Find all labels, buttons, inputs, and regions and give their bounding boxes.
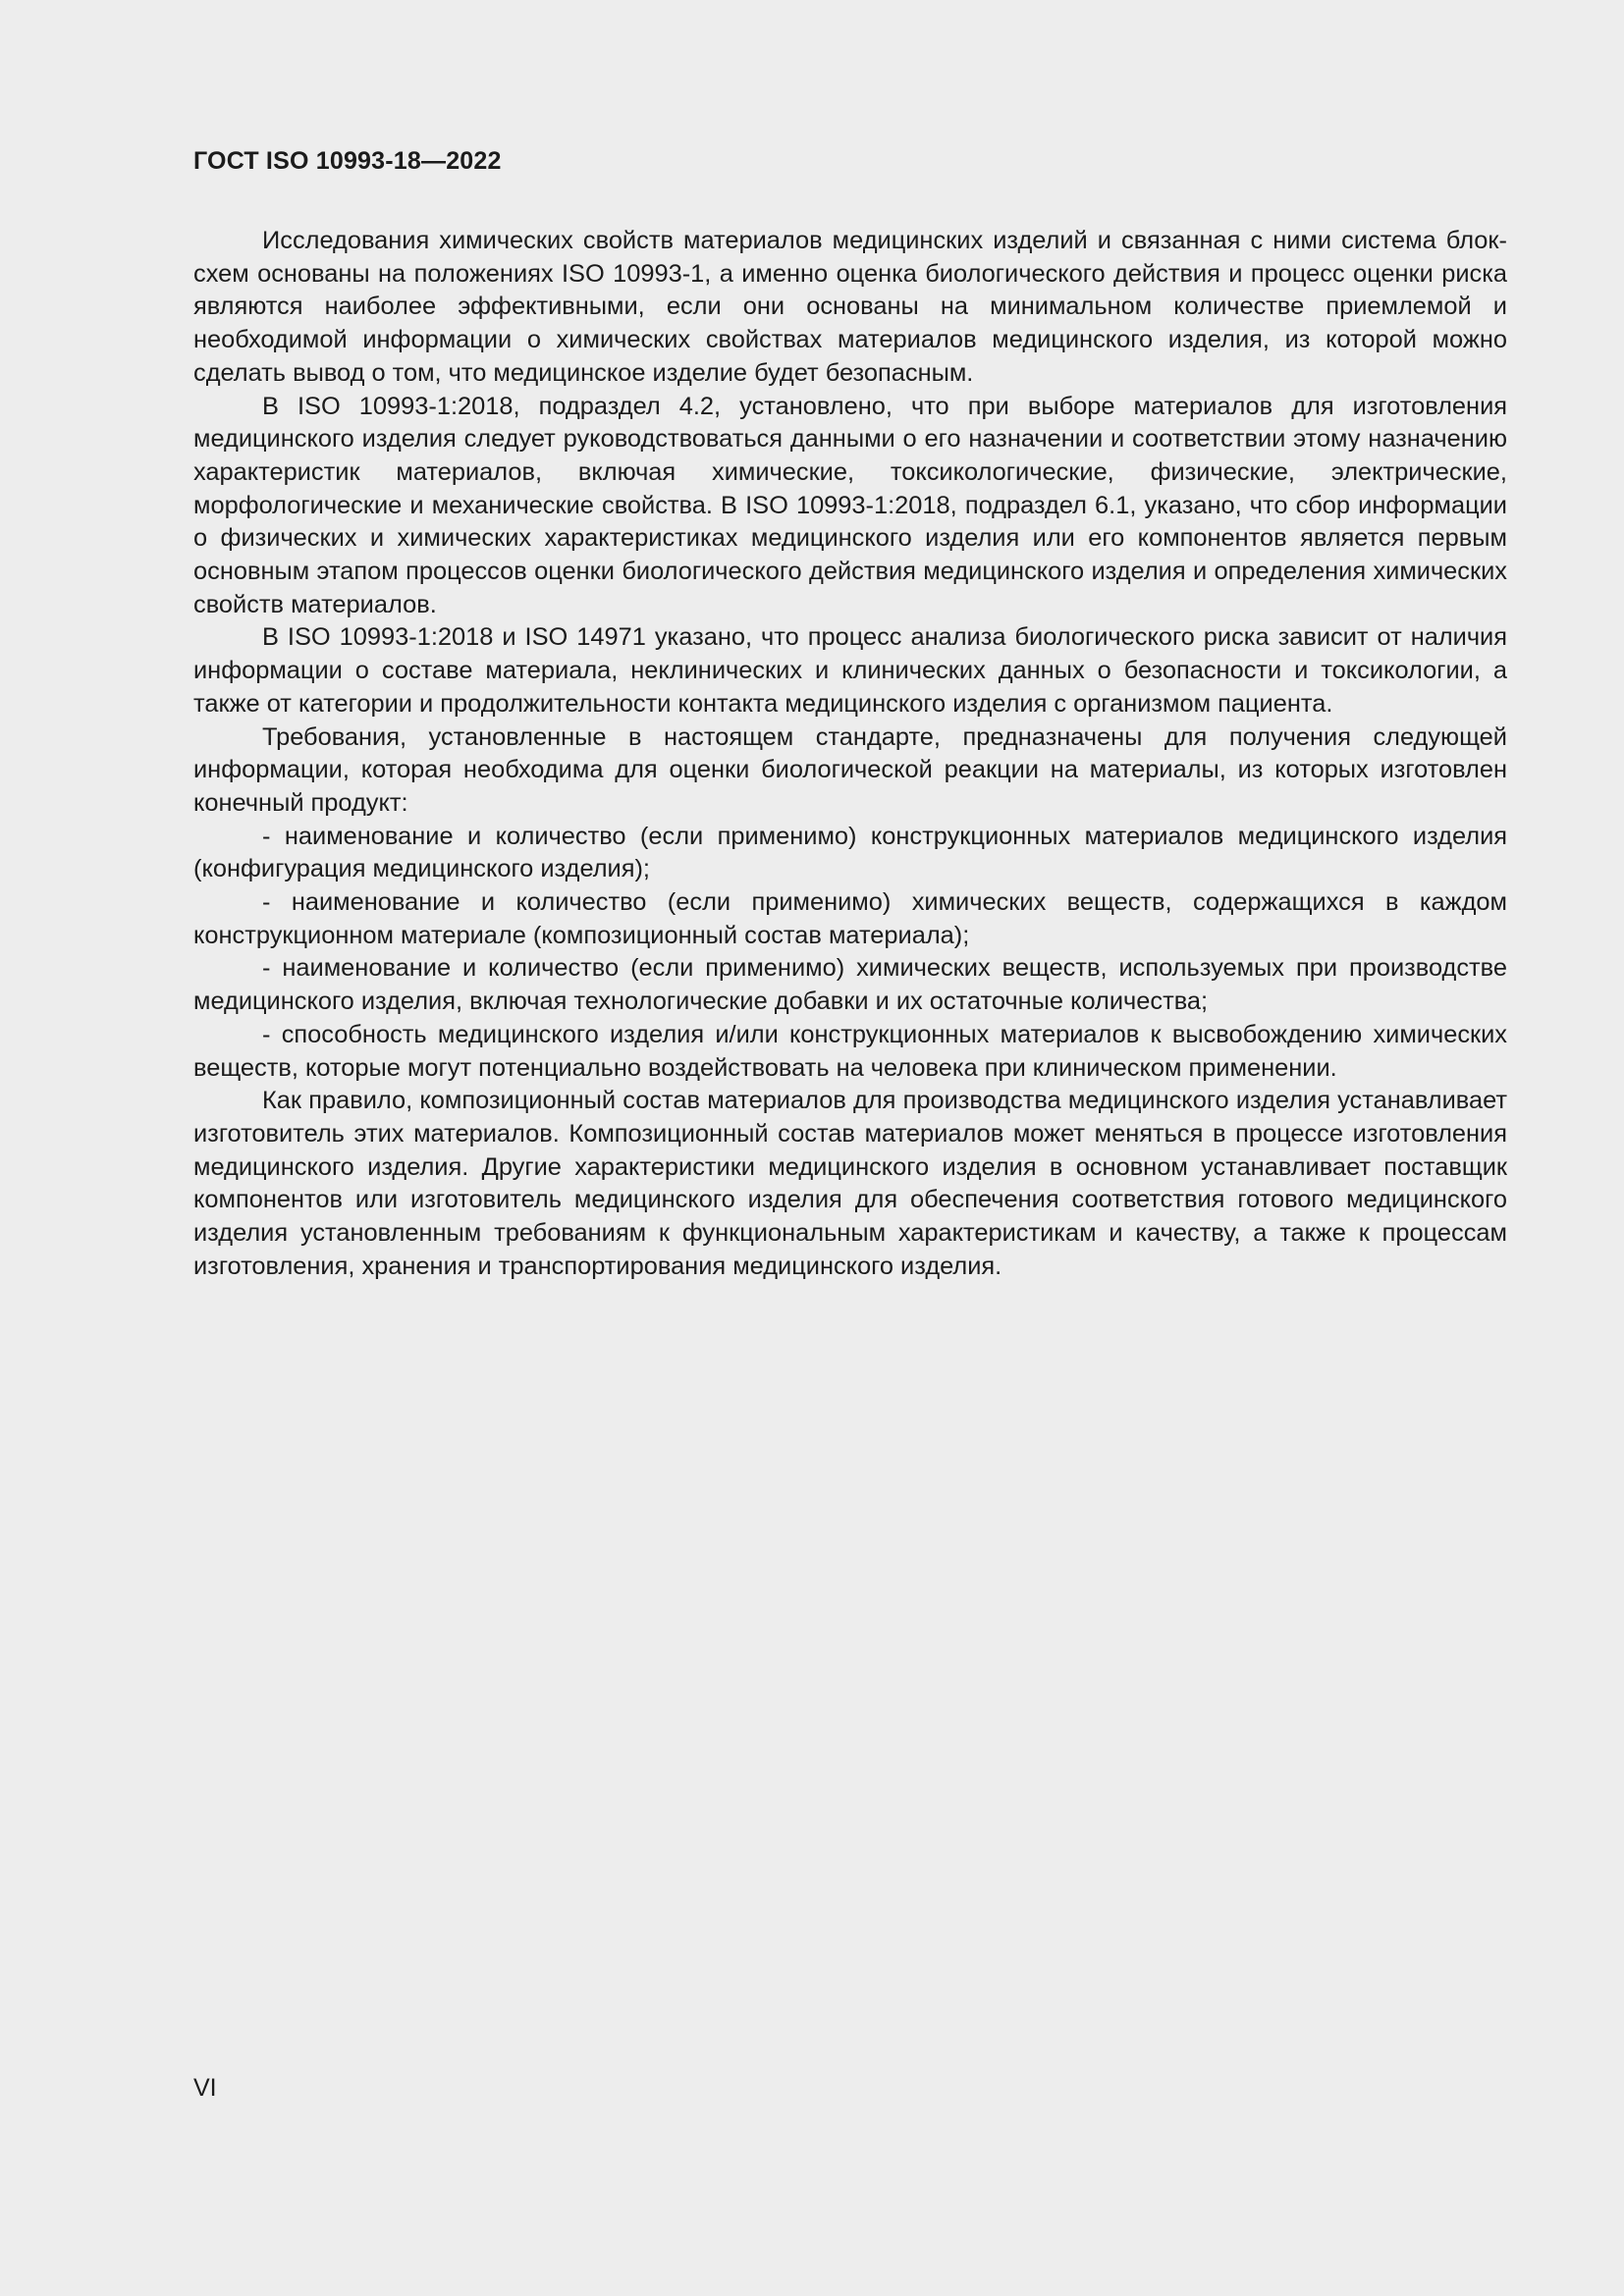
paragraph-risk-analysis: В ISO 10993-1:2018 и ISO 14971 указано, что процесс анализа биологического риска зависит от наличия информации о составе материала, неклинических и клинических данных о безопасности и токсикологии, а также от категории и продолжительности контакта медицинского изделия с организмом пациента. xyxy=(193,623,1507,718)
document-header: ГОСТ ISO 10993-18—2022 xyxy=(193,147,502,175)
paragraph-composition: Как правило, композиционный состав материалов для производства медицинского изделия устанавливает изготовитель этих материалов. Композиционный состав материалов может меняться в процессе изготовления медицинского изделия. Другие характеристики медицинского изделия в основном устанавливает поставщик компонентов или изготовитель медицинского изделия для обеспечения соответствия готового медицинского изделия установленным требованиям к функциональным характеристикам и качеству, а также к процессам изготовления, хранения и транспортирования медицинского изделия. xyxy=(193,1087,1507,1280)
page-number: VI xyxy=(193,2074,217,2102)
paragraph-intro-chemical-properties: Исследования химических свойств материалов медицинских изделий и связанная с ними система блок-схем основаны на положениях ISO 10993-1, а именно оценка биологического действия и процесс оценки риска являются наиболее эффективными, если они основаны на минимальном количестве приемлемой и необходимой информации о химических свойствах материалов медицинского изделия, из которой можно сделать вывод о том, что медицинское изделие будет безопасным. xyxy=(193,227,1507,387)
document-body xyxy=(193,225,1507,1284)
list-item: - способность медицинского изделия и/или конструкционных материалов к высвобождению химических веществ, которые могут потенциально воздействовать на человека при клиническом применении. xyxy=(193,1020,1507,1082)
list-item: - наименование и количество (если применимо) химических веществ, используемых при производстве медицинского изделия, включая технологические добавки и их остаточные количества; xyxy=(193,954,1507,1016)
paragraph-material-selection: В ISO 10993-1:2018, подраздел 4.2, установлено, что при выборе материалов для изготовления медицинского изделия следует руководствоваться данными о его назначении и соответствии этому назначению характеристик материалов, включая химические, токсикологические, физические, электрические, морфологические и механические свойства. В ISO 10993-1:2018, подраздел 6.1, указано, что сбор информации о физических и химических характеристиках медицинского изделия или его компонентов является первым основным этапом процессов оценки биологического действия медицинского изделия и определения химических свойств материалов. xyxy=(193,392,1507,618)
list-item: - наименование и количество (если применимо) конструкционных материалов медицинского изделия (конфигурация медицинского изделия); xyxy=(193,822,1507,883)
paragraph-requirements: Требования, установленные в настоящем стандарте, предназначены для получения следующей информации, которая необходима для оценки биологической реакции на материалы, из которых изготовлен конечный продукт: xyxy=(193,722,1507,817)
list-item: - наименование и количество (если применимо) химических веществ, содержащихся в каждом конструкционном материале (композиционный состав материала); xyxy=(193,888,1507,949)
